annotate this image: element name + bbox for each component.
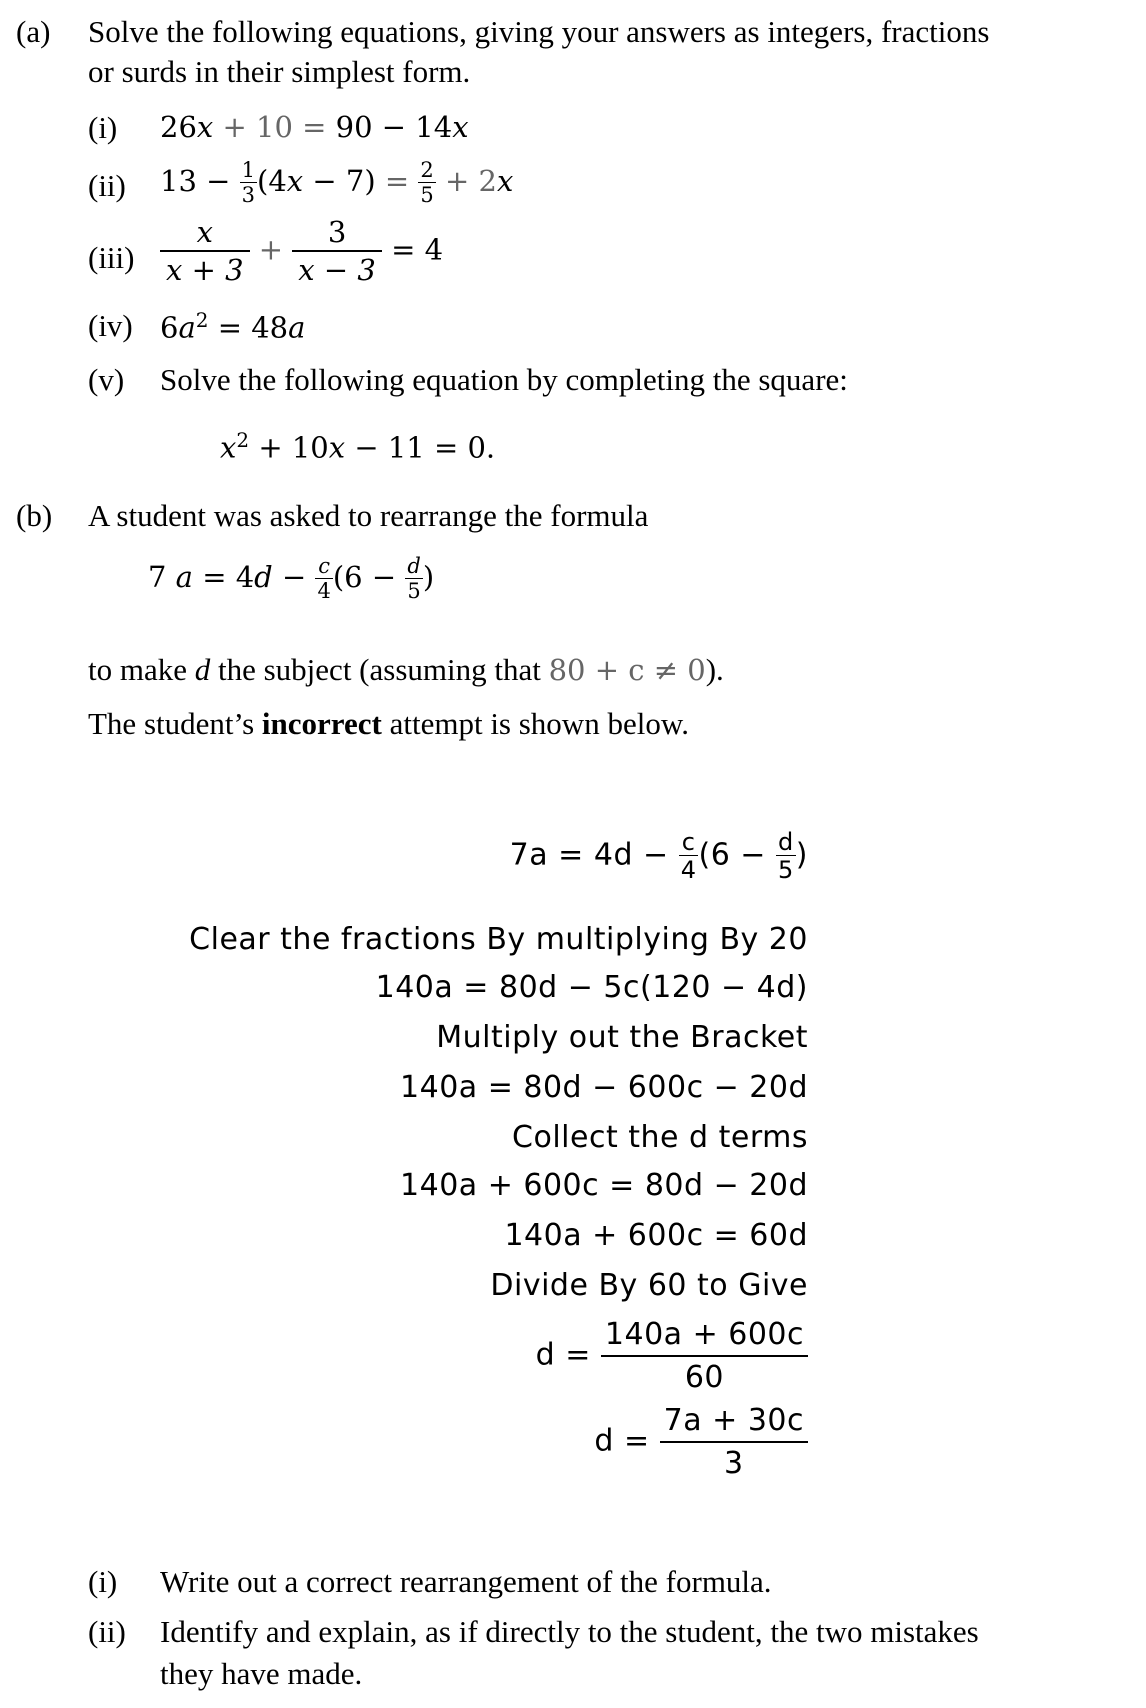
equation-ii: 13 − $\frac{1}{3}$ (4x − 7) = $\frac{2}{5}$ + 2x (160, 158, 514, 207)
question-ii-label: (ii) (88, 1614, 126, 1649)
fraction-c-over-4: $\frac{c}{4}$ (317, 554, 331, 603)
hand-fraction-line-6: $\frac{140a + 600c}{60}$ (601, 1318, 808, 1394)
handwritten-line-6: d = $\frac{140a + 600c}{60}$ (536, 1318, 808, 1394)
part-a-intro-line2: or surds in their simplest form. (88, 54, 471, 89)
question-ii-text-line2: they have made. (160, 1656, 363, 1691)
item-i-label: (i) (88, 110, 118, 145)
handwritten-step-3: Collect the d terms (512, 1120, 808, 1155)
part-a-label: (a) (16, 14, 51, 49)
item-iv-label: (iv) (88, 308, 133, 343)
equation-i: 26x + 10 = 90 − 14x (160, 110, 469, 144)
part-b-label: (b) (16, 498, 53, 533)
incorrect-emphasis: incorrect (261, 706, 382, 741)
handwritten-line-3: 140a = 80d − 600c − 20d (400, 1070, 808, 1105)
handwritten-line-5: 140a + 600c = 60d (504, 1218, 808, 1253)
fraction-3-over-x-minus-3: $\frac{3}{x - 3}$ (292, 218, 382, 285)
handwritten-step-2: Multiply out the Bracket (436, 1020, 808, 1055)
fraction-d-over-5: $\frac{d}{5}$ (407, 554, 421, 603)
subject-sentence: to make d the subject (assuming that 80 + c ≠ 0). (88, 652, 724, 687)
hand-fraction-d-over-5: $\frac{d}{5}$ (778, 828, 794, 884)
hand-fraction-line-7: $\frac{7a + 30c}{3}$ (660, 1404, 808, 1480)
hand-fraction-c-over-4: $\frac{c}{4}$ (680, 828, 697, 884)
equation-v: $x^2 + 10x - 11 = 0$. (220, 428, 496, 465)
item-v-text: Solve the following equation by completing the square: (160, 362, 848, 397)
part-a-intro-line1: Solve the following equations, giving your answers as integers, fractions (88, 14, 990, 49)
item-v-label: (v) (88, 362, 125, 397)
item-iii-label: (iii) (88, 240, 135, 275)
handwritten-step-1: Clear the fractions By multiplying By 20 (189, 922, 808, 957)
part-b-intro: A student was asked to rearrange the formula (88, 498, 649, 533)
handwritten-line-4: 140a + 600c = 80d − 20d (400, 1168, 808, 1203)
handwritten-line-7: d = $\frac{7a + 30c}{3}$ (594, 1404, 808, 1480)
equation-iii: $\frac{x}{x + 3}$ + $\frac{3}{x - 3}$ = 4 (160, 218, 443, 285)
question-ii-text-line1: Identify and explain, as if directly to the student, the two mistakes (160, 1614, 979, 1649)
handwritten-step-4: Divide By 60 to Give (490, 1268, 808, 1303)
handwritten-line-1: 7a = 4d − $\frac{c}{4}$ (6 − $\frac{d}{5}$ ) (509, 828, 808, 884)
question-i-label: (i) (88, 1564, 118, 1599)
handwritten-line-2: 140a = 80d − 5c(120 − 4d) (375, 970, 808, 1005)
item-ii-label: (ii) (88, 168, 126, 203)
formula: 7 a = 4d − $\frac{c}{4}$ (6 − $\frac{d}{5}$ ) (148, 554, 435, 603)
fraction-two-fifths: $\frac{2}{5}$ (420, 158, 434, 207)
fraction-x-over-x-plus-3: $\frac{x}{x + 3}$ (160, 218, 250, 285)
equation-iv: $6a^2 = 48a$ (160, 308, 306, 345)
attempt-sentence: The student’s incorrect attempt is shown below. (88, 706, 689, 741)
fraction-one-third: $\frac{1}{3}$ (241, 158, 256, 207)
question-i-text: Write out a correct rearrangement of the formula. (160, 1564, 772, 1599)
